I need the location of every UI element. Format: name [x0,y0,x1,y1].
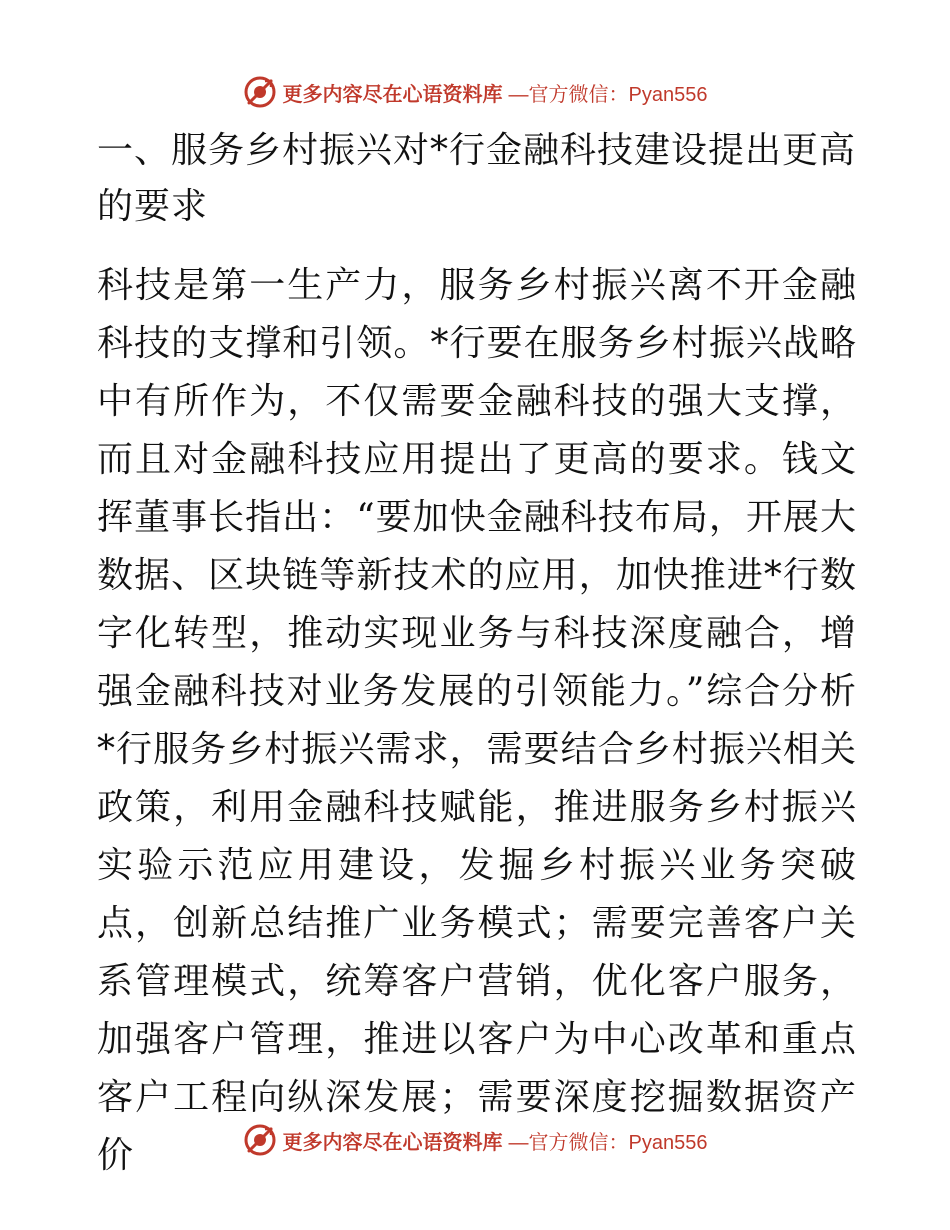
watermark-contact-text: —官方微信：Pyan556 [508,1131,708,1154]
document-body [97,123,857,1185]
body-paragraph: 科技是第一生产力，服务乡村振兴离不开金融科技的支撑和引领。*行要在服务乡村振兴战略中有所作为，不仅需要金融科技的强大支撑，而且对金融科技应用提出了更高的要求。钱文挥董事长指出：“要加快金融科技布局，开展大数据、区块链等新技术的应用，加快推进*行数字化转型，推动实现业务与科技深度融合，增强金融科技对业务发展的引领能力。”综合分析*行服务乡村振兴需求，需要结合乡村振兴相关政策，利用金融科技赋能，推进服务乡村振兴实验示范应用建设，发掘乡村振兴业务突破点，创新总结推广业务模式；需要完善客户关系管理模式，统筹客户营销，优化客户服务，加强客户管理，推进以客户为中心改革和重点客户工程向纵深发展；需要深度挖掘数据资产价 [97,265,857,1176]
footer-watermark [0,1120,950,1160]
section-heading: 一、服务乡村振兴对*行金融科技建设提出更高的要求 [97,130,857,227]
header-watermark [0,72,950,112]
watermark-brand-text: 更多内容尽在心语资料库 [282,81,503,106]
watermark-brand-text: 更多内容尽在心语资料库 [282,1129,503,1154]
brand-logo-icon [243,1123,277,1157]
brand-logo-icon [243,75,277,109]
watermark-contact-text: —官方微信：Pyan556 [508,83,708,106]
